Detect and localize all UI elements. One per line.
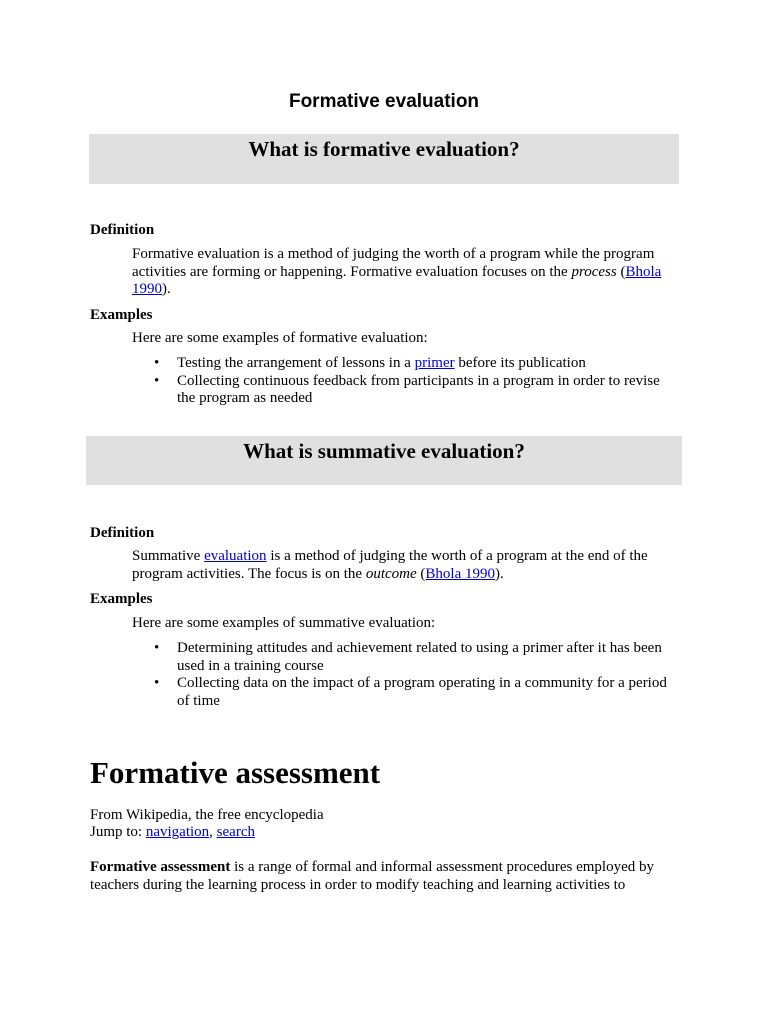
summative-heading-band <box>86 436 682 485</box>
bhola-1990-link[interactable]: Bhola 1990 <box>132 263 662 297</box>
list-item: • Testing the arrangement of lessons in a primer before its publication <box>154 355 586 371</box>
summative-heading: What is summative evaluation? <box>243 439 525 463</box>
formative-examples-list <box>132 355 672 408</box>
assessment-term: Formative assessment <box>90 859 231 875</box>
formative-examples-label: Examples <box>90 307 153 323</box>
process-emphasis: process <box>571 263 617 280</box>
search-link[interactable]: search <box>216 824 255 840</box>
formative-definition-label: Definition <box>90 222 155 238</box>
wiki-source-line: From Wikipedia, the free encyclopedia <box>90 807 324 823</box>
outcome-emphasis: outcome <box>365 565 417 582</box>
bullet-icon: • <box>154 355 160 371</box>
list-item: • Determining attitudes and achievement related to using a primer after it has been used in a training course <box>154 640 662 674</box>
primer-link[interactable]: primer <box>414 355 455 371</box>
formative-examples-intro: Here are some examples of formative evaluation: <box>132 330 428 346</box>
formative-heading-band <box>89 134 679 184</box>
document-title: Formative evaluation <box>288 91 480 112</box>
formative-assessment-heading: Formative assessment <box>90 755 381 790</box>
list-item: • Collecting continuous feedback from participants in a program in order to revise the program as needed <box>154 372 660 406</box>
evaluation-link[interactable]: evaluation <box>204 548 267 564</box>
bullet-icon: • <box>154 372 160 389</box>
summative-definition-text: Summative evaluation is a method of judging the worth of a program at the end of the program activities. The focus is on the outcome (Bhola 1990). <box>132 548 648 582</box>
jump-to-line: Jump to: navigation, search <box>90 824 255 840</box>
summative-definition-label: Definition <box>90 525 155 541</box>
navigation-link[interactable]: navigation <box>145 824 210 840</box>
formative-definition-text: Formative evaluation is a method of judging the worth of a program while the program activities are forming or happening. Formative evaluation focuses on the process (Bhola 1990). <box>132 246 662 297</box>
summative-examples-list <box>132 640 672 710</box>
assessment-intro-paragraph: Formative assessment is a range of formal and informal assessment procedures employed by teachers during the learning process in order to modify teaching and learning activities to <box>90 859 655 893</box>
summative-examples-intro: Here are some examples of summative evaluation: <box>132 615 436 631</box>
list-item: • Collecting data on the impact of a program operating in a community for a period of time <box>154 675 667 709</box>
bhola-1990-link[interactable]: Bhola 1990 <box>425 565 496 582</box>
bullet-icon: • <box>154 640 160 656</box>
bullet-icon: • <box>154 675 160 691</box>
formative-heading: What is formative evaluation? <box>248 137 520 161</box>
summative-examples-label: Examples <box>90 591 153 607</box>
